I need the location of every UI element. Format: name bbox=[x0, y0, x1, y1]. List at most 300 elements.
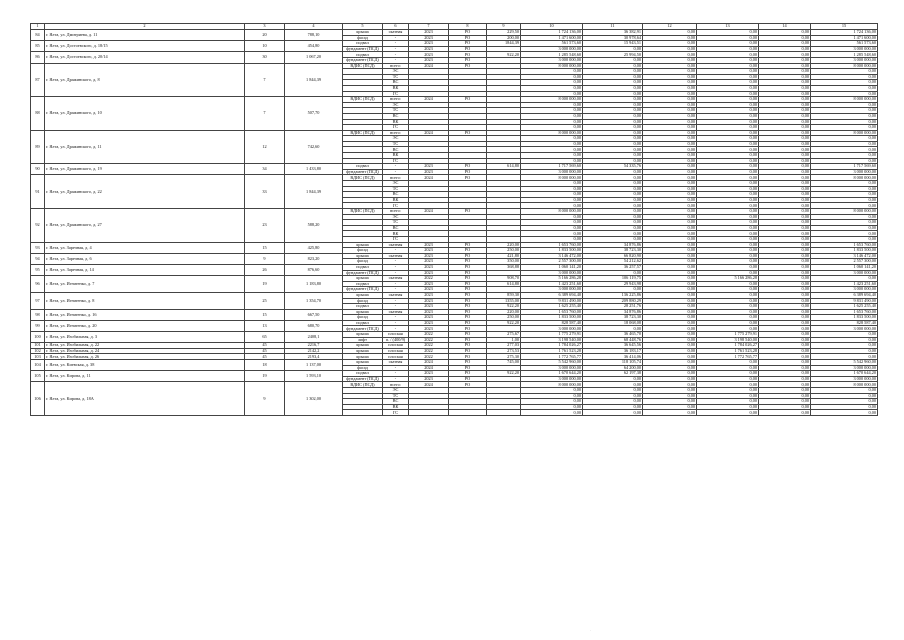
cost-6: 0,00 bbox=[811, 158, 878, 164]
work-subtype: - bbox=[383, 270, 409, 276]
work-subtype: ВК bbox=[383, 404, 409, 410]
method: РО bbox=[449, 360, 487, 366]
year: 2024 bbox=[409, 360, 449, 366]
row-number: 91 bbox=[31, 175, 45, 209]
method: РО bbox=[449, 130, 487, 136]
address: г. Ялта, ул. Дражинского, д. 8 bbox=[45, 63, 245, 97]
work-subtype: - bbox=[383, 57, 409, 63]
cost-total: 0,00 bbox=[521, 108, 583, 114]
col-3-value: 34 bbox=[245, 164, 285, 175]
work-subtype: плоская bbox=[383, 354, 409, 360]
cost-6: 0,00 bbox=[811, 354, 878, 360]
cost-total: 1 724 136,00 bbox=[521, 30, 583, 36]
cost-2: 0,00 bbox=[583, 236, 643, 242]
cost-2: 0,00 bbox=[583, 169, 643, 175]
cost-2: 0,00 bbox=[583, 225, 643, 231]
method: РО bbox=[449, 292, 487, 298]
cost-6: 0,00 bbox=[811, 410, 878, 416]
cost-total: 0,00 bbox=[521, 102, 583, 108]
work-subtype: ВС bbox=[383, 80, 409, 86]
cost-3: 0,00 bbox=[643, 376, 697, 382]
cost-5: 0,00 bbox=[759, 343, 811, 349]
cost-4: 0,00 bbox=[697, 371, 759, 377]
col-3-value: 26 bbox=[245, 264, 285, 275]
work-type: крыша bbox=[343, 360, 383, 366]
cost-3: 0,00 bbox=[643, 63, 697, 69]
work-type: крыша bbox=[343, 276, 383, 282]
cost-3: 0,00 bbox=[643, 225, 697, 231]
volume: 220,00 bbox=[487, 309, 521, 315]
cost-5: 0,00 bbox=[759, 52, 811, 58]
cost-2: 0,00 bbox=[583, 74, 643, 80]
method: РО bbox=[449, 354, 487, 360]
year: 2024 bbox=[409, 382, 449, 388]
year: 2023 bbox=[409, 41, 449, 47]
work-subtype: ЭС bbox=[383, 181, 409, 187]
cost-5: 0,00 bbox=[759, 130, 811, 136]
cost-total: 828 587,40 bbox=[521, 320, 583, 326]
work-subtype: ВК bbox=[383, 231, 409, 237]
cost-total: 1 060 141,20 bbox=[521, 264, 583, 270]
cost-3: 0,00 bbox=[643, 382, 697, 388]
method: РО bbox=[449, 57, 487, 63]
cost-5: 0,00 bbox=[759, 371, 811, 377]
cost-3: 0,00 bbox=[643, 360, 697, 366]
cost-5: 0,00 bbox=[759, 119, 811, 125]
cost-4: 0,00 bbox=[697, 388, 759, 394]
cost-6: 2 557 300,00 bbox=[811, 259, 878, 265]
work-subtype: ТС bbox=[383, 186, 409, 192]
cost-3: 0,00 bbox=[643, 304, 697, 310]
cost-2: 0,00 bbox=[583, 46, 643, 52]
cost-2: 0,00 bbox=[583, 136, 643, 142]
cost-4: 0,00 bbox=[697, 85, 759, 91]
volume bbox=[487, 410, 521, 416]
cost-4: 0,00 bbox=[697, 91, 759, 97]
cost-4: 0,00 bbox=[697, 169, 759, 175]
year: 2023 bbox=[409, 46, 449, 52]
cost-2: 54 335,76 bbox=[583, 164, 643, 170]
cost-total: 3 000 000,00 bbox=[521, 376, 583, 382]
cost-2: 0,00 bbox=[583, 214, 643, 220]
cost-total: 0,00 bbox=[521, 74, 583, 80]
work-type: фундамент (ПСД) bbox=[343, 287, 383, 293]
col-4-value: 1 593,10 bbox=[285, 371, 343, 382]
cost-3: 0,00 bbox=[643, 147, 697, 153]
work-type: фундамент (ПСД) bbox=[343, 326, 383, 332]
volume: 250,00 bbox=[487, 315, 521, 321]
year: 2023 bbox=[409, 169, 449, 175]
column-number: 3 bbox=[245, 24, 285, 30]
cost-6: 0,00 bbox=[811, 337, 878, 343]
work-type: подвал bbox=[343, 264, 383, 270]
cost-total: 0,00 bbox=[521, 399, 583, 405]
year: 2023 bbox=[409, 376, 449, 382]
method: РО bbox=[449, 332, 487, 338]
cost-5: 0,00 bbox=[759, 169, 811, 175]
work-subtype: всего: bbox=[383, 175, 409, 181]
row-number: 87 bbox=[31, 63, 45, 97]
work-subtype: - bbox=[383, 259, 409, 265]
cost-total: 0,00 bbox=[521, 69, 583, 75]
cost-2: 0,00 bbox=[583, 220, 643, 226]
cost-2: 25 994,50 bbox=[583, 52, 643, 58]
cost-3: 0,00 bbox=[643, 203, 697, 209]
cost-5: 0,00 bbox=[759, 287, 811, 293]
col-3-value: 20 bbox=[245, 30, 285, 41]
address: г. Ялта, ул. Киевская, д. 38 bbox=[45, 360, 245, 371]
cost-3: 0,00 bbox=[643, 141, 697, 147]
cost-2: 0,00 bbox=[583, 119, 643, 125]
cost-6: 0,00 bbox=[811, 108, 878, 114]
cost-5: 0,00 bbox=[759, 225, 811, 231]
cost-5: 0,00 bbox=[759, 292, 811, 298]
cost-6: 0,00 bbox=[811, 102, 878, 108]
cost-5: 0,00 bbox=[759, 141, 811, 147]
cost-total: 0,00 bbox=[521, 125, 583, 131]
col-4-value: 742,60 bbox=[285, 130, 343, 164]
volume: 277,03 bbox=[487, 343, 521, 349]
cost-5: 0,00 bbox=[759, 57, 811, 63]
cost-5: 0,00 bbox=[759, 348, 811, 354]
cost-4: 0,00 bbox=[697, 264, 759, 270]
cost-5: 0,00 bbox=[759, 242, 811, 248]
cost-6: 0,00 bbox=[811, 113, 878, 119]
cost-5: 0,00 bbox=[759, 253, 811, 259]
cost-4: 0,00 bbox=[697, 287, 759, 293]
cost-3: 0,00 bbox=[643, 175, 697, 181]
cost-6: 3 000 000,00 bbox=[811, 326, 878, 332]
cost-total: 1 285 548,60 bbox=[521, 52, 583, 58]
cost-total: 0,00 bbox=[521, 410, 583, 416]
cost-6: 0,00 bbox=[811, 153, 878, 159]
cost-4: 0,00 bbox=[697, 315, 759, 321]
cost-4: 1 784 026,27 bbox=[697, 343, 759, 349]
cost-4: 0,00 bbox=[697, 309, 759, 315]
cost-6: 0,00 bbox=[811, 119, 878, 125]
col-4-value: 1 137,00 bbox=[285, 360, 343, 371]
cost-2: 36 257,57 bbox=[583, 264, 643, 270]
cost-2: 0,00 bbox=[583, 388, 643, 394]
cost-6: 0,00 bbox=[811, 69, 878, 75]
cost-5: 0,00 bbox=[759, 108, 811, 114]
year: 2023 bbox=[409, 264, 449, 270]
year: 2023 bbox=[409, 35, 449, 41]
address: г. Ялта, ул. Дражинского, д. 19 bbox=[45, 164, 245, 175]
cost-total: 0,00 bbox=[521, 203, 583, 209]
cost-5: 0,00 bbox=[759, 388, 811, 394]
cost-4: 0,00 bbox=[697, 125, 759, 131]
cost-3: 0,00 bbox=[643, 113, 697, 119]
cost-3: 0,00 bbox=[643, 119, 697, 125]
cost-total: 1 775 279,91 bbox=[521, 332, 583, 338]
cost-total: 0,00 bbox=[521, 85, 583, 91]
work-subtype: ГС bbox=[383, 125, 409, 131]
cost-total: 0,00 bbox=[521, 119, 583, 125]
method: РО bbox=[449, 259, 487, 265]
cost-2: 0,00 bbox=[583, 158, 643, 164]
address: г. Ялта, ул. Дражинского, д. 11 bbox=[45, 130, 245, 164]
cost-4: 0,00 bbox=[697, 242, 759, 248]
method: РО bbox=[449, 343, 487, 349]
column-number: 6 bbox=[383, 24, 409, 30]
cost-2: 38 723,30 bbox=[583, 315, 643, 321]
cost-2: 0,00 bbox=[583, 326, 643, 332]
cost-2: 209 880,29 bbox=[583, 298, 643, 304]
work-subtype: ГС bbox=[383, 236, 409, 242]
col-4-value: 588,20 bbox=[285, 209, 343, 243]
year: 2022 bbox=[409, 337, 449, 343]
cost-6: 3 000 000,00 bbox=[811, 46, 878, 52]
work-subtype: ВК bbox=[383, 197, 409, 203]
cost-6: 0,00 bbox=[811, 225, 878, 231]
cost-total: 0,00 bbox=[521, 214, 583, 220]
work-subtype: ВК bbox=[383, 153, 409, 159]
col-3-value: 13 bbox=[245, 320, 285, 331]
cost-5: 0,00 bbox=[759, 74, 811, 80]
cost-6: 3 146 472,00 bbox=[811, 253, 878, 259]
row-number: 103 bbox=[31, 354, 45, 360]
col-4-value: 425,80 bbox=[285, 242, 343, 253]
work-subtype: ГС bbox=[383, 91, 409, 97]
work-type: ВДИС (ПСД) bbox=[343, 175, 383, 181]
method: РО bbox=[449, 309, 487, 315]
method: РО bbox=[449, 376, 487, 382]
address: г. Ялта, ул. Кирова, д. 18А bbox=[45, 382, 245, 416]
work-subtype: ВС bbox=[383, 225, 409, 231]
work-subtype: скатная bbox=[383, 276, 409, 282]
cost-2: 0,00 bbox=[583, 382, 643, 388]
work-type: крыша bbox=[343, 332, 383, 338]
cost-2: 0,00 bbox=[583, 113, 643, 119]
cost-6: 0,00 bbox=[811, 332, 878, 338]
cost-3: 0,00 bbox=[643, 242, 697, 248]
cost-total: 0,00 bbox=[521, 236, 583, 242]
cost-6: 0,00 bbox=[811, 276, 878, 282]
cost-5: 0,00 bbox=[759, 91, 811, 97]
cost-2: 0,00 bbox=[583, 186, 643, 192]
work-subtype: ГС bbox=[383, 203, 409, 209]
address: г. Ялта, ул. Заречная, д. 4 bbox=[45, 242, 245, 253]
cost-2: 106 119,75 bbox=[583, 276, 643, 282]
work-subtype: ГС bbox=[383, 158, 409, 164]
cost-3: 0,00 bbox=[643, 337, 697, 343]
cost-4: 0,00 bbox=[697, 376, 759, 382]
address: г. Ялта, ул. Дражинского, д. 27 bbox=[45, 209, 245, 243]
cost-total: 3 000 000,00 bbox=[521, 169, 583, 175]
cost-2: 0,00 bbox=[583, 404, 643, 410]
cost-2: 0,00 bbox=[583, 203, 643, 209]
cost-3: 0,00 bbox=[643, 332, 697, 338]
cost-3: 0,00 bbox=[643, 164, 697, 170]
cost-5: 0,00 bbox=[759, 337, 811, 343]
cost-total: 0,00 bbox=[521, 113, 583, 119]
address: г. Ялта, ул. Дражинского, д. 10 bbox=[45, 97, 245, 131]
cost-total: 8 000 000,00 bbox=[521, 382, 583, 388]
cost-6: 828 587,40 bbox=[811, 320, 878, 326]
cost-5: 0,00 bbox=[759, 197, 811, 203]
cost-total: 0,00 bbox=[521, 192, 583, 198]
cost-4: 0,00 bbox=[697, 404, 759, 410]
cost-3: 0,00 bbox=[643, 298, 697, 304]
work-subtype: - bbox=[383, 169, 409, 175]
column-number: 13 bbox=[697, 24, 759, 30]
work-type: фасад bbox=[343, 248, 383, 254]
cost-4: 0,00 bbox=[697, 119, 759, 125]
cost-2: 0,00 bbox=[583, 125, 643, 131]
cost-4: 0,00 bbox=[697, 304, 759, 310]
col-3-value: 25 bbox=[245, 292, 285, 309]
cost-2: 34 876,86 bbox=[583, 309, 643, 315]
col-3-value: 7 bbox=[245, 63, 285, 97]
year bbox=[409, 410, 449, 416]
cost-6: 3 000 000,00 bbox=[811, 270, 878, 276]
col-4-value: 1 844,39 bbox=[285, 175, 343, 209]
col-3-value: 65 bbox=[245, 332, 285, 343]
cost-3: 0,00 bbox=[643, 192, 697, 198]
cost-5: 0,00 bbox=[759, 236, 811, 242]
row-number: 96 bbox=[31, 276, 45, 293]
cost-total: 0,00 bbox=[521, 186, 583, 192]
cost-4: 0,00 bbox=[697, 292, 759, 298]
cost-5: 0,00 bbox=[759, 136, 811, 142]
cost-3: 0,00 bbox=[643, 281, 697, 287]
cost-3: 0,00 bbox=[643, 276, 697, 282]
cost-5: 0,00 bbox=[759, 231, 811, 237]
cost-total: 0,00 bbox=[521, 197, 583, 203]
cost-6: 0,00 bbox=[811, 214, 878, 220]
row-number: 100 bbox=[31, 332, 45, 343]
work-type: крыша bbox=[343, 253, 383, 259]
cost-total: 0,00 bbox=[521, 231, 583, 237]
cost-6: 0,00 bbox=[811, 91, 878, 97]
row-number: 90 bbox=[31, 164, 45, 175]
year: 2023 bbox=[409, 304, 449, 310]
volume: 859,30 bbox=[487, 292, 521, 298]
year: 2023 bbox=[409, 270, 449, 276]
cost-4: 0,00 bbox=[697, 231, 759, 237]
cost-total: 9 831 490,00 bbox=[521, 298, 583, 304]
cost-4: 0,00 bbox=[697, 136, 759, 142]
work-subtype: ВК bbox=[383, 85, 409, 91]
cost-5: 0,00 bbox=[759, 248, 811, 254]
cost-4: 0,00 bbox=[697, 41, 759, 47]
work-subtype: плоская bbox=[383, 332, 409, 338]
year: 2023 bbox=[409, 242, 449, 248]
cost-2: 18 068,08 bbox=[583, 320, 643, 326]
work-type: подвал bbox=[343, 41, 383, 47]
cost-total: 3 000 000,00 bbox=[521, 46, 583, 52]
cost-4: 0,00 bbox=[697, 57, 759, 63]
volume: 922,20 bbox=[487, 320, 521, 326]
year: 2024 bbox=[409, 130, 449, 136]
cost-2: 64 200,00 bbox=[583, 365, 643, 371]
cost-2: 36 382,91 bbox=[583, 30, 643, 36]
cost-2: 62 197,38 bbox=[583, 371, 643, 377]
year: 2023 bbox=[409, 253, 449, 259]
work-type: фасад bbox=[343, 35, 383, 41]
method: РО bbox=[449, 320, 487, 326]
address: г. Ялта, ул. Достоевского, д. 18/15 bbox=[45, 41, 245, 52]
work-type: фасад bbox=[343, 259, 383, 265]
address: г. Ялта, ул. Дмитриева, д. 11 bbox=[45, 30, 245, 41]
cost-3: 0,00 bbox=[643, 186, 697, 192]
cost-4: 0,00 bbox=[697, 35, 759, 41]
col-3-value: 33 bbox=[245, 175, 285, 209]
cost-2: 0,00 bbox=[583, 153, 643, 159]
volume: 1844,39 bbox=[487, 41, 521, 47]
cost-2: 0,00 bbox=[583, 197, 643, 203]
column-number: 14 bbox=[759, 24, 811, 30]
cost-3: 0,00 bbox=[643, 30, 697, 36]
cost-6: 8 000 000,00 bbox=[811, 63, 878, 69]
year: 2023 bbox=[409, 52, 449, 58]
cost-6: 1 653 760,00 bbox=[811, 309, 878, 315]
cost-5: 0,00 bbox=[759, 326, 811, 332]
method: РО bbox=[449, 315, 487, 321]
work-subtype: ТС bbox=[383, 141, 409, 147]
cost-2: 0,00 bbox=[583, 231, 643, 237]
volume: 275,30 bbox=[487, 354, 521, 360]
col-3-value: 9 bbox=[245, 253, 285, 264]
row-number: 99 bbox=[31, 320, 45, 331]
year: 2024 bbox=[409, 97, 449, 103]
work-type: подвал bbox=[343, 371, 383, 377]
col-4-value: 680,70 bbox=[285, 320, 343, 331]
cost-3: 0,00 bbox=[643, 102, 697, 108]
cost-3: 0,00 bbox=[643, 388, 697, 394]
col-3-value: 19 bbox=[245, 276, 285, 293]
cost-3: 0,00 bbox=[643, 309, 697, 315]
work-subtype: скатная bbox=[383, 292, 409, 298]
volume: 1355,00 bbox=[487, 298, 521, 304]
col-4-value: 667,50 bbox=[285, 309, 343, 320]
cost-2: 0,00 bbox=[583, 69, 643, 75]
column-number: 2 bbox=[45, 24, 245, 30]
cost-4: 0,00 bbox=[697, 181, 759, 187]
column-number: 12 bbox=[643, 24, 697, 30]
row-number: 104 bbox=[31, 360, 45, 371]
year: 2022 bbox=[409, 348, 449, 354]
method: РО bbox=[449, 326, 487, 332]
cost-total: 1 653 760,00 bbox=[521, 242, 583, 248]
method: РО bbox=[449, 175, 487, 181]
work-subtype: - bbox=[383, 320, 409, 326]
col-4-value: 788,10 bbox=[285, 30, 343, 41]
volume: 922,20 bbox=[487, 304, 521, 310]
cost-3: 0,00 bbox=[643, 264, 697, 270]
volume: 275,67 bbox=[487, 332, 521, 338]
work-type: фундамент (ПСД) bbox=[343, 46, 383, 52]
cost-2: 0,00 bbox=[583, 63, 643, 69]
cost-6: 9 831 490,00 bbox=[811, 298, 878, 304]
cost-total: 0,00 bbox=[521, 147, 583, 153]
work-type: фундамент (ПСД) bbox=[343, 57, 383, 63]
cost-3: 0,00 bbox=[643, 348, 697, 354]
column-number: 15 bbox=[811, 24, 878, 30]
cost-6: 3 000 000,00 bbox=[811, 365, 878, 371]
work-subtype: ВС bbox=[383, 147, 409, 153]
cost-total: 8 000 000,00 bbox=[521, 97, 583, 103]
work-subtype: ВС bbox=[383, 113, 409, 119]
cost-4: 0,00 bbox=[697, 102, 759, 108]
work-type: ВДИС (ПСД) bbox=[343, 382, 383, 388]
cost-4: 0,00 bbox=[697, 108, 759, 114]
cost-3: 0,00 bbox=[643, 404, 697, 410]
cost-2: 0,00 bbox=[583, 91, 643, 97]
cost-2: 136 225,86 bbox=[583, 292, 643, 298]
cost-2: 118 105,74 bbox=[583, 360, 643, 366]
